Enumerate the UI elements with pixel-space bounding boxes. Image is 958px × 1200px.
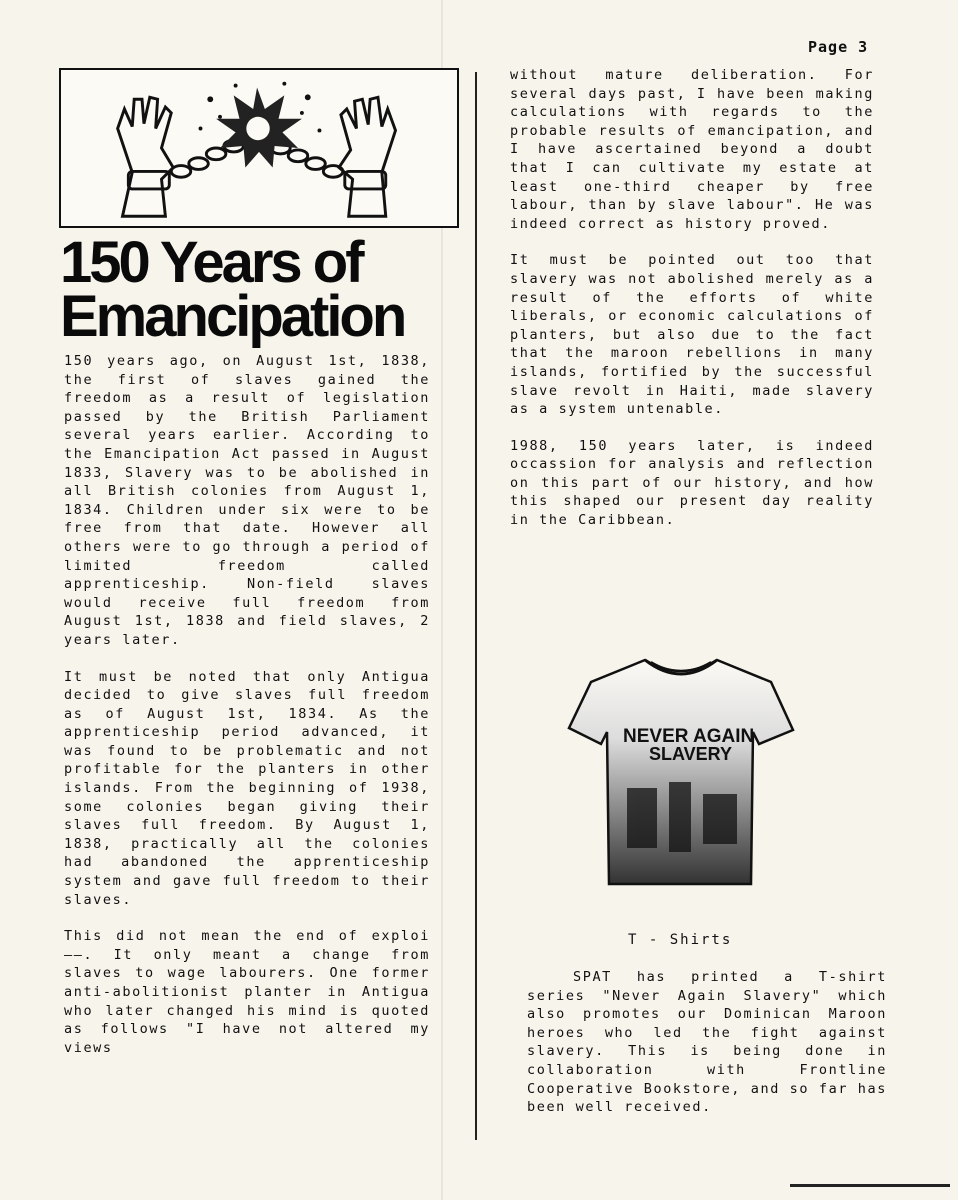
- paragraph: 1988, 150 years later, is indeed occassion for analysis and reflection on this part of our history, and how this shaped our present day reality in the Caribbean.: [510, 437, 874, 529]
- tshirt-description: SPAT has printed a T-shirt series "Never Again Slavery" which also promotes our Dominican Maroon heroes who led the fight against slavery. This is being done in collaboration with Frontline Cooperative Bookstore, and so far has been well received.: [527, 969, 887, 1116]
- right-column: [510, 66, 874, 548]
- paragraph: 150 years ago, on August 1st, 1838, the first of slaves gained the freedom as a result of legislation passed by the British Parliament several years earlier. According to the Emancipation Act passed in August 1833, Slavery was to be abolished in all British colonies from August 1, 1834. Children under six were to be free from that date. However all others were to go through a period of limited freedom called apprenticeship. Non-field slaves would receive full freedom from August 1st, 1838 and field slaves, 2 years later.: [64, 353, 430, 648]
- tshirt-icon: [565, 648, 797, 892]
- paragraph: without mature deliberation. For several days past, I have been making calculations with regards to the probable results of emancipation, and I have ascertained beyond a doubt that I can cultivate my estate at least one-third cheaper by free labour, than by slave labour". He was indeed correct as history proved.: [510, 67, 874, 232]
- tshirt-description-block: [527, 968, 887, 1135]
- paragraph: It must be noted that only Antigua decided to give slaves full freedom as of August 1st, 1834. As the apprenticeship period advanced, it was found to be problematic and not profitable for the planters in other islands. From the beginning of 1938, some colonies began giving their slaves full freedom. By August 1, 1838, practically all the colonies had abandoned the apprenticeship system and gave full freedom to their slaves.: [64, 668, 430, 908]
- bottom-rule: [790, 1184, 950, 1187]
- paragraph: It must be pointed out too that slavery was not abolished merely as a result of the efforts of white liberals, or economic calculations of planters, but also due to the fact that the maroon rebellions in many islands, fortified by the successful slave revolt in Haiti, made slavery as a system untenable.: [510, 252, 874, 418]
- paragraph: This did not mean the end of exploi——. It only meant a change from slaves to wage labourers. One former anti-abolitionist planter in Antigua who later changed his mind is quoted as follows "I have not altered my views: [64, 928, 430, 1056]
- tshirt-image: [565, 648, 797, 892]
- broken-chains-icon: [61, 70, 457, 226]
- tshirt-print-line-1: NEVER AGAIN: [623, 726, 755, 747]
- tshirt-print-line-2: SLAVERY: [649, 744, 733, 764]
- column-divider: [475, 72, 477, 1140]
- article-title: [60, 230, 470, 349]
- left-column: [64, 352, 430, 1075]
- broken-chains-illustration: [59, 68, 459, 228]
- title-line-1: 150 Years of: [60, 230, 362, 295]
- title-line-2: Emancipation: [60, 284, 405, 349]
- page-number: Page 3: [808, 38, 869, 56]
- tshirt-caption: T - Shirts: [628, 932, 733, 948]
